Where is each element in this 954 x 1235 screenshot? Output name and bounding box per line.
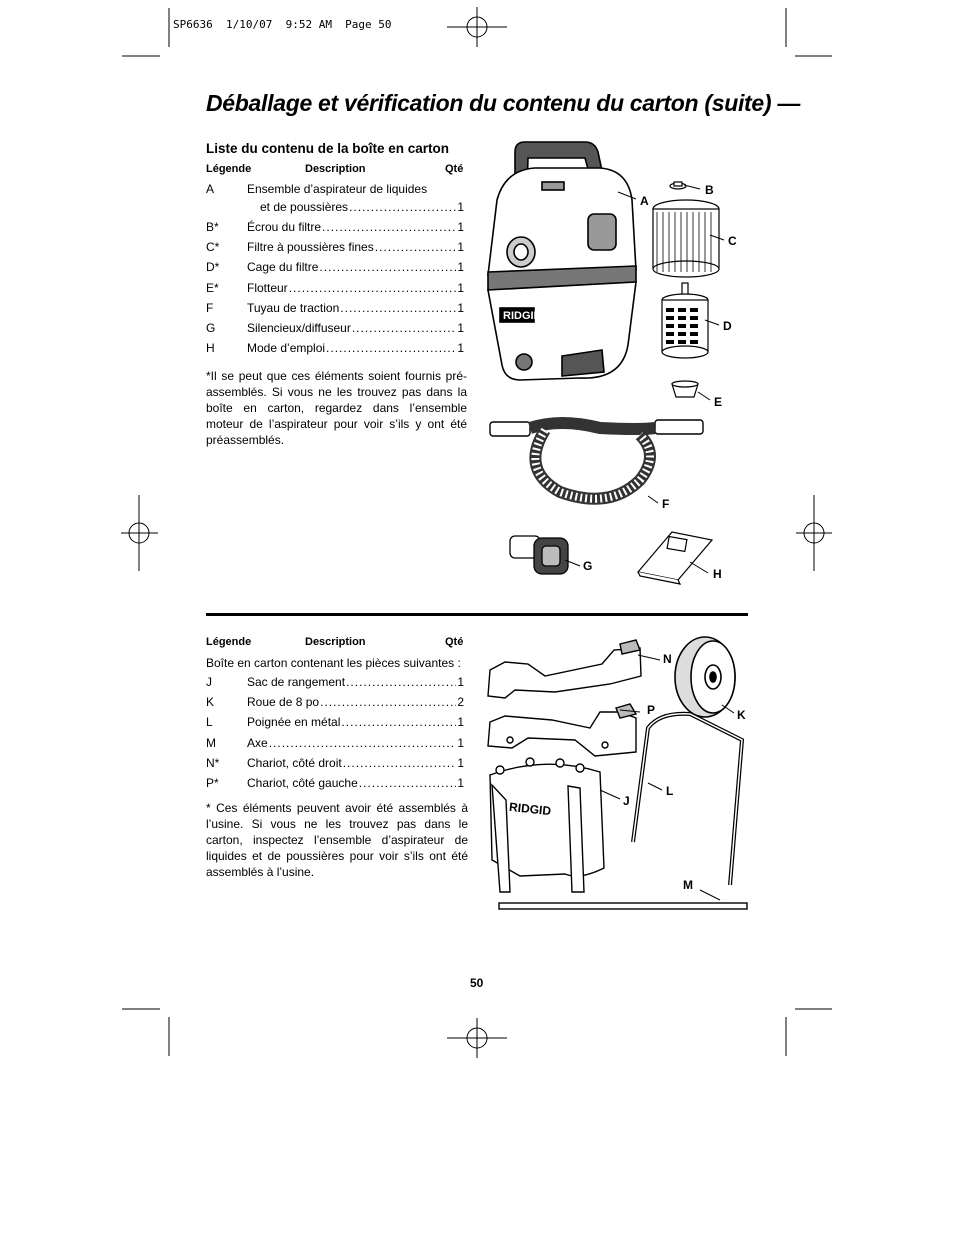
label-a: A: [640, 194, 649, 208]
metal-handle: [633, 714, 742, 885]
label-c: C: [728, 234, 737, 248]
label-p: P: [647, 703, 656, 717]
item-qty: 1: [457, 715, 464, 730]
filter-nut: [670, 182, 686, 189]
diffuser: [510, 536, 568, 574]
label-l: L: [666, 784, 674, 798]
wheel: [675, 637, 735, 717]
col-header-qty: Qté: [445, 163, 464, 175]
float: [672, 381, 698, 397]
print-slug: SP6636 1/10/07 9:52 AM Page 50: [173, 18, 392, 31]
hose: [490, 420, 703, 499]
item-desc: Axe: [247, 735, 268, 750]
box-intro: Boîte en carton contenant les pièces suivantes :: [206, 656, 461, 670]
col-header-desc: Description: [305, 636, 366, 648]
manual: [638, 532, 712, 584]
item-desc: Silencieux/diffuseur: [247, 321, 351, 335]
item-qty: 1: [457, 300, 464, 315]
col-header-key: Légende: [206, 636, 252, 648]
brand-logo: RIDGID: [503, 310, 542, 322]
col-header-desc: Description: [305, 163, 366, 175]
item-qty: 1: [457, 240, 464, 255]
section-heading: Liste du contenu de la boîte en carton: [206, 141, 450, 156]
label-d: D: [723, 319, 732, 333]
item-desc: Roue de 8 po: [247, 695, 320, 710]
item-key: C*: [206, 240, 220, 255]
item-key: J: [206, 675, 212, 689]
item-qty: 1: [457, 220, 464, 234]
item-desc: Chariot, côté droit: [247, 755, 342, 770]
item-desc: Flotteur: [247, 280, 288, 295]
item-key: P*: [206, 776, 219, 790]
col-header-qty: Qté: [445, 636, 464, 648]
label-b: B: [705, 183, 714, 197]
item-qty: 1: [457, 280, 464, 295]
item-qty: 1: [457, 321, 464, 335]
label-m: M: [683, 878, 693, 892]
cart-right-side: [488, 640, 641, 698]
item-desc: Ensemble d’aspirateur de liquides: [247, 182, 428, 196]
vacuum-assembly: [488, 142, 636, 380]
label-n: N: [663, 652, 672, 666]
item-key: M: [206, 735, 216, 750]
item-desc: Écrou du filtre: [247, 220, 322, 234]
item-key: N*: [206, 755, 220, 770]
item-qty: 1: [457, 755, 464, 770]
bag-brand-logo: RIDGID: [508, 799, 552, 819]
registration-marks: [121, 7, 832, 1058]
item-key: A: [206, 182, 215, 196]
label-k: K: [737, 708, 746, 722]
item-key: F: [206, 300, 214, 315]
item-desc: Mode d’emploi: [247, 341, 326, 356]
item-key: K: [206, 695, 215, 710]
label-g: G: [583, 559, 593, 573]
item-desc: Sac de rangement: [247, 675, 346, 689]
label-e: E: [714, 395, 723, 409]
note-preassembled: *Il se peut que ces éléments soient fournis pré-assemblés. Si vous ne les trouvez pas dans la boîte en carton, regardez dans l’ensemble moteur de l’aspirateur pour voir s’ils y ont été préassemblés.: [206, 369, 467, 447]
filter-cage: [662, 283, 708, 358]
label-f: F: [662, 497, 670, 511]
label-h: H: [713, 567, 722, 581]
item-key: B*: [206, 220, 219, 234]
label-j: J: [623, 794, 630, 808]
item-key: D*: [206, 260, 220, 275]
item-desc: Filtre à poussières fines: [247, 240, 374, 255]
item-key: L: [206, 715, 213, 730]
item-qty: 1: [457, 341, 464, 356]
page-number: 50: [470, 976, 484, 990]
storage-bag: [490, 758, 604, 892]
item-desc: Tuyau de traction: [247, 300, 340, 315]
item-desc: Cage du filtre: [247, 260, 319, 275]
item-qty: 1: [457, 776, 464, 790]
col-header-key: Légende: [206, 163, 252, 175]
item-key: E*: [206, 280, 219, 295]
item-qty: 1: [457, 200, 464, 214]
cart-left-side: [488, 704, 636, 756]
item-key: G: [206, 321, 216, 335]
item-qty: 1: [457, 260, 464, 275]
item-desc: Chariot, côté gauche: [247, 776, 358, 790]
item-qty: 2: [457, 695, 464, 710]
axle: [499, 903, 747, 909]
page-title: Déballage et vérification du contenu du carton (suite) —: [206, 90, 801, 116]
note-factory: * Ces éléments peuvent avoir été assemblés à l’usine. Si vous ne les trouvez pas dans le carton, inspectez l’ensemble d’aspirateur de liquides et de poussières pour voir s’ils ont été assemblés à l’usine.: [206, 801, 468, 879]
item-desc: Poignée en métal: [247, 715, 341, 730]
item-desc: et de poussières: [260, 200, 349, 214]
item-qty: 1: [457, 675, 464, 689]
item-key: H: [206, 341, 215, 356]
item-qty: 1: [457, 735, 464, 750]
